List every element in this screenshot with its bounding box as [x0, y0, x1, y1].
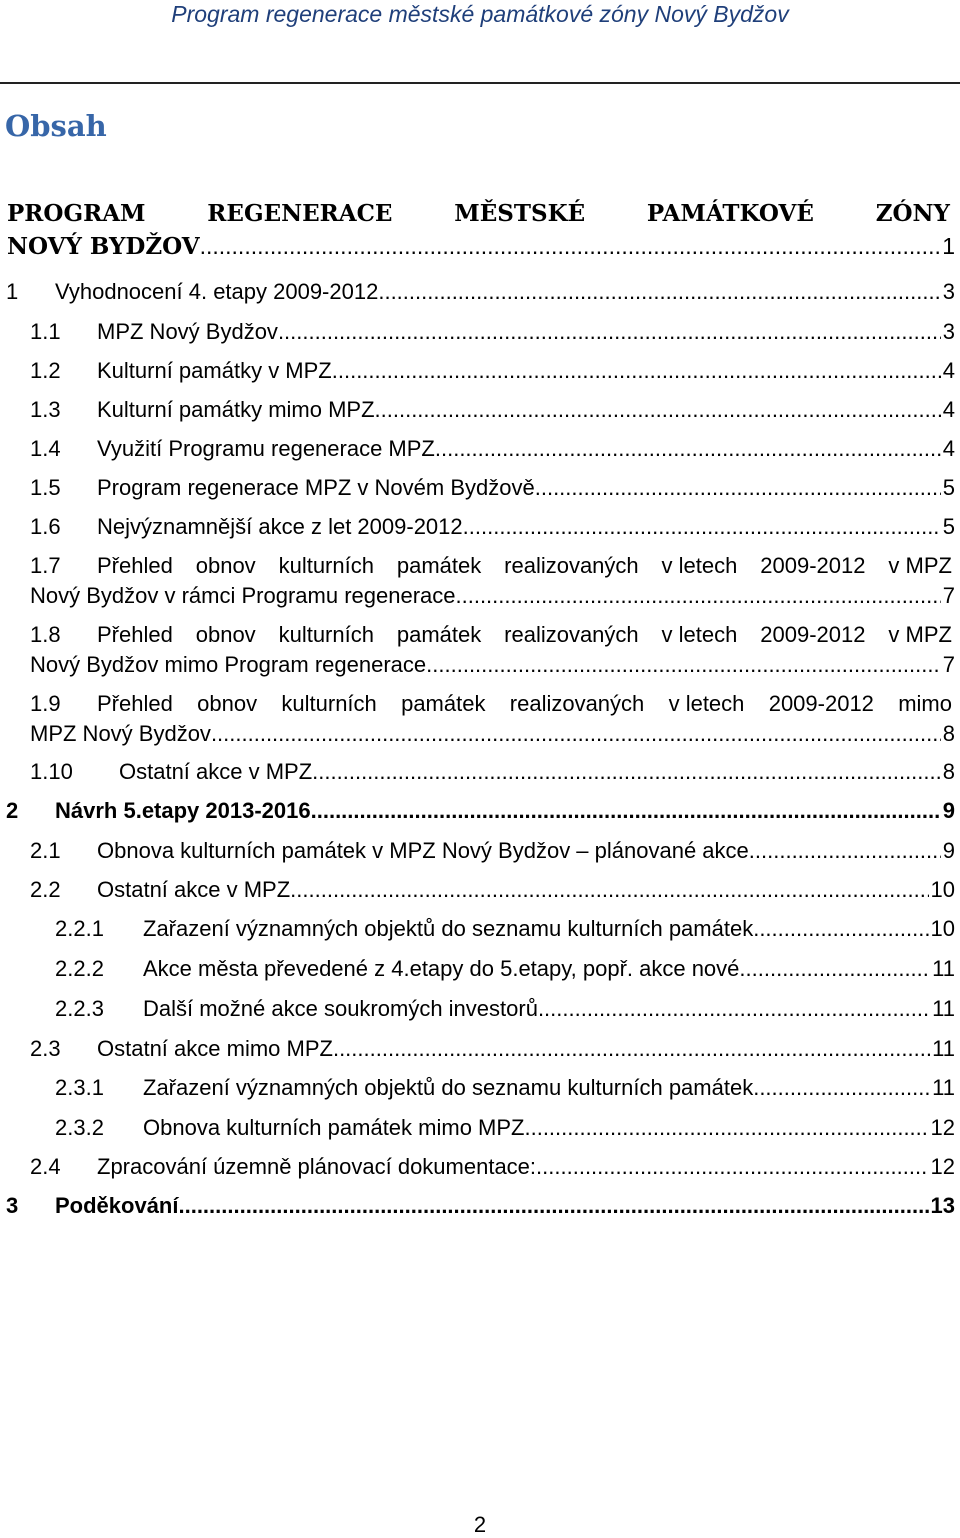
dot-leader: [426, 651, 941, 679]
dot-leader: [200, 232, 941, 260]
page-ref: 12: [930, 1154, 955, 1179]
page-ref: 4: [942, 358, 955, 383]
main-title-word: PROGRAM: [7, 200, 146, 227]
entry-word: v letech: [661, 553, 738, 578]
entry-word: v letech: [668, 691, 745, 716]
entry-number: 1.9: [30, 691, 61, 716]
main-title-line1: [7, 200, 950, 228]
main-title-word: MĚSTSKÉ: [454, 200, 586, 227]
entry-title-line2: [30, 651, 955, 679]
toc-entry[interactable]: [0, 1035, 955, 1063]
dot-leader: [753, 1074, 930, 1102]
entry-title: Využití Programu regenerace MPZ: [97, 436, 435, 461]
entry-word: obnov: [195, 622, 256, 647]
entry-number: 1.3: [30, 397, 61, 422]
entry-title: Nový Bydžov v rámci Programu regenerace: [30, 583, 456, 608]
toc-entry[interactable]: [0, 955, 955, 983]
entry-title: Zpracování územně plánovací dokumentace:: [97, 1154, 537, 1179]
entry-title: Zařazení významných objektů do seznamu kulturních památek: [143, 916, 754, 941]
entry-title: Další možné akce soukromých investorů: [143, 996, 538, 1021]
entry-number: 2.3.2: [55, 1115, 104, 1140]
toc-entry[interactable]: [0, 915, 955, 943]
entry-title: Ostatní akce v MPZ: [97, 877, 291, 902]
entry-number: 2.2.3: [55, 996, 104, 1021]
dot-leader: [536, 1153, 928, 1181]
entry-title-line2: [30, 582, 955, 610]
entry-word: kulturních: [278, 622, 374, 647]
entry-title: Vyhodnocení 4. etapy 2009-2012: [55, 279, 379, 304]
page-number: 2: [473, 1512, 487, 1537]
dot-leader: [524, 1114, 928, 1142]
entry-title: Ostatní akce v MPZ: [119, 759, 313, 784]
entry-word: památek: [396, 553, 482, 578]
entry-number: 2.3: [30, 1036, 61, 1061]
entry-word: obnov: [197, 691, 258, 716]
entry-title: Nejvýznamnější akce z let 2009-2012: [97, 514, 463, 539]
entry-word: v MPZ: [888, 553, 952, 578]
page-ref: 11: [932, 1075, 955, 1100]
toc-entry[interactable]: [0, 876, 955, 904]
header-title: Program regenerace městské památkové zóny Nový Bydžov: [171, 1, 789, 27]
entry-title: MPZ Nový Bydžov: [97, 319, 278, 344]
entry-title-line1: [97, 690, 952, 718]
entry-title: Ostatní akce mimo MPZ: [97, 1036, 333, 1061]
entry-word: 2009-2012: [760, 553, 866, 578]
page-ref: 11: [932, 1036, 955, 1061]
main-title-word: ZÓNY: [875, 200, 950, 227]
entry-word: Přehled: [97, 553, 173, 578]
page-ref: 5: [942, 514, 955, 539]
dot-leader: [178, 1192, 928, 1220]
entry-word: realizovaných: [509, 691, 645, 716]
entry-number: 2.2.1: [55, 916, 104, 941]
dot-leader: [535, 474, 941, 502]
page-ref: 8: [942, 721, 955, 746]
main-title-word: REGENERACE: [207, 200, 393, 227]
dot-leader: [332, 357, 941, 385]
page-ref: 7: [942, 652, 955, 677]
entry-word: realizovaných: [504, 622, 639, 647]
entry-number: 1.10: [30, 759, 73, 784]
toc-entry[interactable]: [0, 758, 955, 786]
entry-word: mimo: [898, 691, 952, 716]
toc-entry[interactable]: [0, 318, 955, 346]
entry-word: 2009-2012: [760, 622, 866, 647]
toc-entry[interactable]: [0, 837, 955, 865]
entry-number: 2.1: [30, 838, 61, 863]
page-ref: 4: [942, 397, 955, 422]
page-ref: 9: [942, 798, 955, 823]
dot-leader: [375, 396, 941, 424]
entry-number: 1.4: [30, 436, 61, 461]
page-ref: 12: [930, 1115, 955, 1140]
entry-word: 2009-2012: [768, 691, 874, 716]
toc-heading: Obsah: [5, 109, 107, 143]
dot-leader: [753, 915, 928, 943]
toc-entry[interactable]: [0, 513, 955, 541]
page-ref: 3: [942, 279, 955, 304]
entry-number: 1.8: [30, 622, 61, 647]
entry-word: v MPZ: [888, 622, 952, 647]
toc-entry[interactable]: [0, 690, 955, 748]
entry-word: Přehled: [97, 691, 173, 716]
entry-number: 1.6: [30, 514, 61, 539]
page-ref: 4: [942, 436, 955, 461]
page-ref: 9: [942, 838, 955, 863]
page-ref: 3: [942, 319, 955, 344]
page-ref: 10: [930, 877, 955, 902]
page-ref: 11: [932, 996, 955, 1021]
entry-title-line2: [30, 720, 955, 748]
page-ref: 8: [942, 759, 955, 784]
toc-entry[interactable]: [0, 995, 955, 1023]
toc-entry[interactable]: [0, 552, 955, 610]
entry-number: 1.7: [30, 553, 61, 578]
dot-leader: [463, 513, 941, 541]
toc-entry-main-title[interactable]: [0, 200, 955, 270]
entry-word: památek: [396, 622, 482, 647]
page-header: [0, 0, 960, 40]
toc-entry[interactable]: [0, 357, 955, 385]
toc-entry[interactable]: [0, 435, 955, 463]
entry-title: Obnova kulturních památek mimo MPZ: [143, 1115, 525, 1140]
entry-number: 3: [6, 1193, 19, 1218]
toc-entry[interactable]: [0, 1074, 955, 1102]
toc-entry[interactable]: [0, 621, 955, 679]
entry-title: Nový Bydžov mimo Program regenerace: [30, 652, 427, 677]
entry-number: 1.1: [30, 319, 61, 344]
entry-number: 2: [6, 798, 19, 823]
main-title-text: NOVÝ BYDŽOV: [7, 233, 200, 260]
dot-leader: [311, 797, 941, 825]
dot-leader: [333, 1035, 930, 1063]
entry-word: obnov: [195, 553, 256, 578]
dot-leader: [538, 995, 930, 1023]
entry-title-line1: [97, 552, 952, 580]
entry-title: Poděkování: [55, 1193, 179, 1218]
entry-title: Kulturní památky mimo MPZ: [97, 397, 375, 422]
entry-number: 1.5: [30, 475, 61, 500]
toc-entry[interactable]: [0, 1114, 955, 1142]
entry-number: 2.4: [30, 1154, 61, 1179]
toc-entry[interactable]: [0, 278, 955, 306]
entry-number: 2.2.2: [55, 956, 104, 981]
toc-entry[interactable]: [0, 1192, 955, 1220]
header-rule: [0, 82, 960, 84]
page-ref: 13: [930, 1193, 955, 1218]
entry-number: 2.3.1: [55, 1075, 104, 1100]
entry-title: Zařazení významných objektů do seznamu kulturních památek: [143, 1075, 754, 1100]
entry-title: Návrh 5.etapy 2013-2016: [55, 798, 311, 823]
dot-leader: [211, 720, 941, 748]
entry-number: 1: [6, 279, 19, 304]
entry-title: Akce města převedené z 4.etapy do 5.etapy, popř. akce nové: [143, 956, 740, 981]
toc-entry[interactable]: [0, 474, 955, 502]
page-ref: 1: [942, 233, 955, 259]
entry-word: památek: [401, 691, 486, 716]
entry-title: Program regenerace MPZ v Novém Bydžově: [97, 475, 535, 500]
entry-number: 1.2: [30, 358, 61, 383]
toc-entry[interactable]: [0, 396, 955, 424]
dot-leader: [278, 318, 941, 346]
entry-word: kulturních: [281, 691, 377, 716]
dot-leader: [749, 837, 941, 865]
dot-leader: [456, 582, 941, 610]
entry-word: kulturních: [278, 553, 374, 578]
entry-title: Kulturní památky v MPZ: [97, 358, 332, 383]
entry-title: MPZ Nový Bydžov: [30, 721, 211, 746]
main-title-line2: [7, 232, 955, 260]
dot-leader: [290, 876, 928, 904]
page-ref: 11: [932, 956, 955, 981]
dot-leader: [312, 758, 941, 786]
page-ref: 7: [942, 583, 955, 608]
dot-leader: [378, 278, 940, 306]
page-ref: 5: [942, 475, 955, 500]
toc-entry[interactable]: [0, 797, 955, 825]
dot-leader: [435, 435, 941, 463]
toc-entry[interactable]: [0, 1153, 955, 1181]
page-ref: 10: [930, 916, 955, 941]
entry-title-line1: [97, 621, 952, 649]
dot-leader: [739, 955, 930, 983]
entry-word: Přehled: [97, 622, 173, 647]
entry-word: realizovaných: [504, 553, 639, 578]
entry-word: v letech: [661, 622, 738, 647]
entry-number: 2.2: [30, 877, 61, 902]
main-title-word: PAMÁTKOVÉ: [646, 200, 814, 227]
entry-title: Obnova kulturních památek v MPZ Nový Bydžov – plánované akce: [97, 838, 749, 863]
